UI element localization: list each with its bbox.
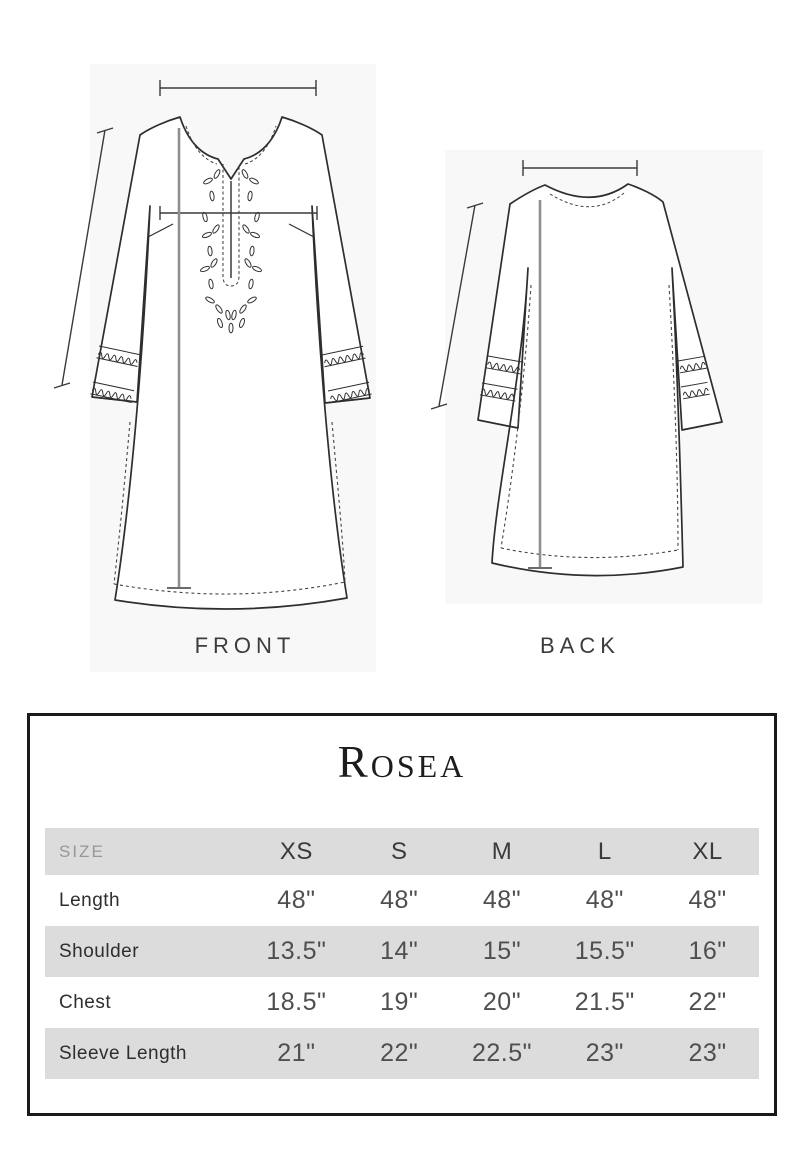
header-xs: XS [279,837,313,865]
back-view-label: BACK [540,633,620,658]
row-label: Shoulder [59,940,140,962]
cell-value: 18.5" [266,988,327,1016]
cell-value: 16" [688,937,727,965]
header-s: S [390,837,408,865]
cell-value: 19" [380,988,419,1016]
table-row-sleeve-length [45,1028,759,1079]
cell-value: 22.5" [471,1039,533,1067]
cell-value: 48" [277,886,316,914]
cell-value: 22" [688,988,727,1016]
cell-value: 48" [688,886,727,914]
cell-value: 21.5" [574,988,635,1016]
product-title: Rosea [337,737,467,787]
cell-value: 23" [585,1039,624,1067]
cell-value: 21" [277,1039,316,1067]
header-size: SIZE [59,841,105,861]
size-chart-box [27,713,777,1116]
row-label: Chest [59,991,112,1013]
cell-value: 48" [482,886,522,914]
table-row-shoulder [45,926,759,977]
cell-value: 23" [688,1039,727,1067]
front-technical-drawing [40,60,385,680]
table-row-chest [45,977,759,1028]
header-l: L [597,837,612,865]
cell-value: 20" [482,988,522,1016]
table-row-length [45,875,759,926]
size-table-header-row [45,828,759,875]
front-view-label: FRONT [194,633,296,658]
size-chart-table [45,828,759,1079]
row-label: Length [59,889,121,911]
cell-value: 15" [482,937,522,965]
cell-value: 13.5" [266,937,327,965]
back-technical-drawing [430,140,770,610]
cell-value: 15.5" [574,937,635,965]
cell-value: 14" [380,937,419,965]
header-m: M [491,837,513,865]
row-label: Sleeve Length [59,1042,187,1064]
cell-value: 22" [380,1039,419,1067]
cell-value: 48" [380,886,419,914]
header-xl: XL [692,837,723,865]
cell-value: 48" [585,886,624,914]
